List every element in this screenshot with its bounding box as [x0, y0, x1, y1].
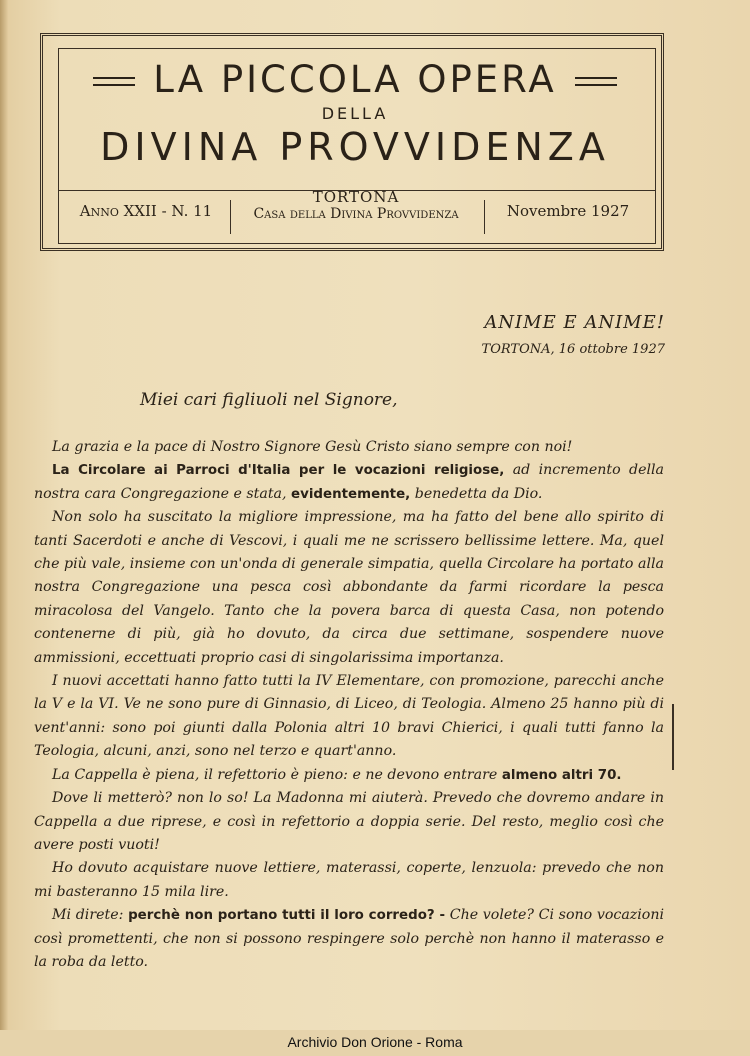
margin-pencil-mark: [672, 704, 684, 770]
p5-italic: La Cappella è piena, il refettorio è pieno: e ne devono entrare: [52, 766, 498, 783]
masthead-title-line2: DELLA: [321, 104, 389, 123]
article-body: [34, 436, 664, 974]
p2-bold: La Circolare ai Parroci d'Italia per le vocazioni religiose,: [52, 463, 505, 479]
p8-bold: perchè non portano tutti il loro corredo? -: [128, 908, 446, 924]
paragraph-5: [34, 764, 664, 787]
paragraph-4: I nuovi accettati hanno fatto tutti la IV Elementare, con promozione, parecchi anche la V e la VI. Ve ne sono pure di Ginnasio, di Liceo, di Teologia. Almeno 25 hanno più di vent'anni: sono poi giunti dalla Polonia altri 10 bravi Chierici, i quali tutti fanno la Teologia, alcuni, anzi, sono nel terzo e quart'anno.: [34, 673, 664, 760]
salutation: Miei cari figliuoli nel Signore,: [140, 390, 398, 410]
left-double-dash: [93, 77, 135, 86]
issue-number: Anno XXII - N. 11: [62, 200, 231, 234]
article-title: ANIME E ANIME!: [484, 312, 665, 333]
p5-bold: almeno altri 70.: [501, 767, 622, 783]
paragraph-6: Dove li metterò? non lo so! La Madonna mi aiuterà. Prevedo che dovremo andare in Cappella a due riprese, e così in refettorio a doppia serie. Del resto, meglio così che avere posti vuoti!: [34, 790, 664, 853]
p2-bold2: evidentemente,: [291, 486, 411, 502]
p8-italic: Mi direte:: [52, 907, 124, 924]
right-double-dash: [575, 77, 617, 86]
paragraph-8: [34, 904, 664, 974]
paragraph-7: Ho dovuto acquistare nuove lettiere, materassi, coperte, lenzuola: prevedo che non mi basteranno 15 mila lire.: [34, 860, 664, 900]
paragraph-2: [34, 459, 664, 506]
p2-end: benedetta da Dio.: [414, 485, 543, 502]
masthead-title-line3: DIVINA PROVVIDENZA: [100, 125, 610, 169]
publisher-house: Casa della Divina Provvidenza: [253, 206, 459, 222]
issue-date: Novembre 1927: [484, 200, 651, 234]
publication-city: TORTONA: [312, 188, 400, 206]
p8-end: Che volete? Ci sono vocazioni così promettenti, che non si possono respingere solo perchè non hanno il materasso e la roba da letto.: [34, 907, 665, 970]
paragraph-3: Non solo ha suscitato la migliore impressione, ma ha fatto del bene allo spirito di tanti Sacerdoti e anche di Vescovi, i quali me ne scrissero bellissime lettere. Ma, quel che più vale, insieme con un'onda di generale simpatia, quella Circolare ha portato alla nostra Congregazione una pesca così abbondante da farmi ricordare la pesca miracolosa del Vangelo. Tanto che la povera barca di questa Casa, non potendo contenerne di più, già ho dovuto, da circa due settimane, sospendere nuove ammissioni, eccettuati proprio casi di singolarissima importanza.: [34, 509, 664, 666]
p2-italic: ad incremento della nostra cara Congregazione e stata,: [34, 462, 664, 502]
paragraph-1: La grazia e la pace di Nostro Signore Gesù Cristo siano sempre con noi!: [52, 439, 573, 455]
masthead-title-line1: LA PICCOLA OPERA: [0, 58, 710, 101]
archive-footer: Archivio Don Orione - Roma: [287, 1034, 463, 1050]
article-dateline: TORTONA, 16 ottobre 1927: [481, 342, 665, 357]
